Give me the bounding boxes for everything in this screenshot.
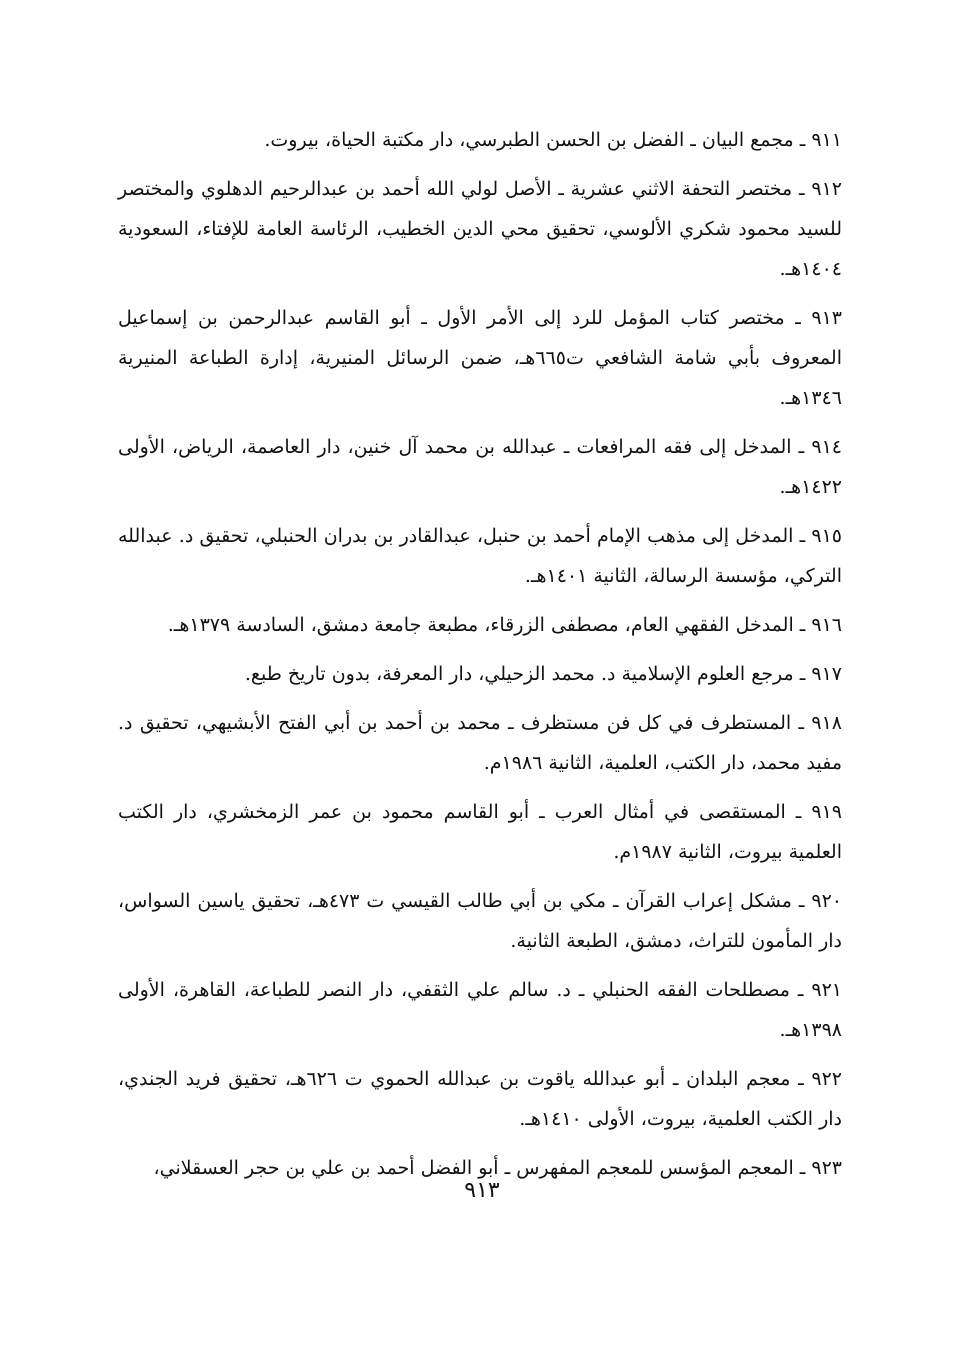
bibliography-entry-918: ٩١٨ ـ المستطرف في كل فن مستظرف ـ محمد بن أحمد بن أبي الفتح الأبشيهي، تحقيق د. مفيد محمد، دار الكتب، العلمية، الثانية ١٩٨٦م. [118,712,842,774]
bibliography-list [118,120,842,1197]
bibliography-entry-921: ٩٢١ ـ مصطلحات الفقه الحنبلي ـ د. سالم علي الثقفي، دار النصر للطباعة، القاهرة، الأولى ١٣٩٨هـ. [118,979,842,1041]
bibliography-entry-919: ٩١٩ ـ المستقصى في أمثال العرب ـ أبو القاسم محمود بن عمر الزمخشري، دار الكتب العلمية بيروت، الثانية ١٩٨٧م. [118,801,842,863]
bibliography-entry-922: ٩٢٢ ـ معجم البلدان ـ أبو عبدالله ياقوت بن عبدالله الحموي ت ٦٢٦هـ، تحقيق فريد الجندي، دار الكتب العلمية، بيروت، الأولى ١٤١٠هـ. [118,1068,842,1130]
bibliography-entry-914: ٩١٤ ـ المدخل إلى فقه المرافعات ـ عبدالله بن محمد آل خنين، دار العاصمة، الرياض، الأولى ١٤٢٢هـ. [118,436,842,498]
bibliography-entry-916: ٩١٦ ـ المدخل الفقهي العام، مصطفى الزرقاء، مطبعة جامعة دمشق، السادسة ١٣٧٩هـ. [167,614,842,636]
page-number: ٩١٣ [464,1178,500,1203]
bibliography-entry-915: ٩١٥ ـ المدخل إلى مذهب الإمام أحمد بن حنبل، عبدالقادر بن بدران الحنبلي، تحقيق د. عبدالله التركي، مؤسسة الرسالة، الثانية ١٤٠١هـ. [118,525,842,587]
bibliography-entry-911: ٩١١ ـ مجمع البيان ـ الفضل بن الحسن الطبرسي، دار مكتبة الحياة، بيروت. [264,129,842,151]
bibliography-entry-917: ٩١٧ ـ مرجع العلوم الإسلامية د. محمد الزحيلي، دار المعرفة، بدون تاريخ طبع. [244,663,842,685]
bibliography-entry-923: ٩٢٣ ـ المعجم المؤسس للمعجم المفهرس ـ أبو الفضل أحمد بن علي بن حجر العسقلاني، [153,1157,842,1179]
bibliography-entry-912: ٩١٢ ـ مختصر التحفة الاثني عشرية ـ الأصل لولي الله أحمد بن عبدالرحيم الدهلوي والمختصر للسيد محمود شكري الألوسي، تحقيق محي الدين الخطيب، الرئاسة العامة للإفتاء، السعودية ١٤٠٤هـ. [118,178,842,280]
bibliography-entry-920: ٩٢٠ ـ مشكل إعراب القرآن ـ مكي بن أبي طالب القيسي ت ٤٧٣هـ، تحقيق ياسين السواس، دار المأمون للتراث، دمشق، الطبعة الثانية. [118,890,842,952]
bibliography-entry-913: ٩١٣ ـ مختصر كتاب المؤمل للرد إلى الأمر الأول ـ أبو القاسم عبدالرحمن بن إسماعيل المعروف بأبي شامة الشافعي ت٦٦٥هـ، ضمن الرسائل المنيرية، إدارة الطباعة المنيرية ١٣٤٦هـ. [118,307,842,409]
